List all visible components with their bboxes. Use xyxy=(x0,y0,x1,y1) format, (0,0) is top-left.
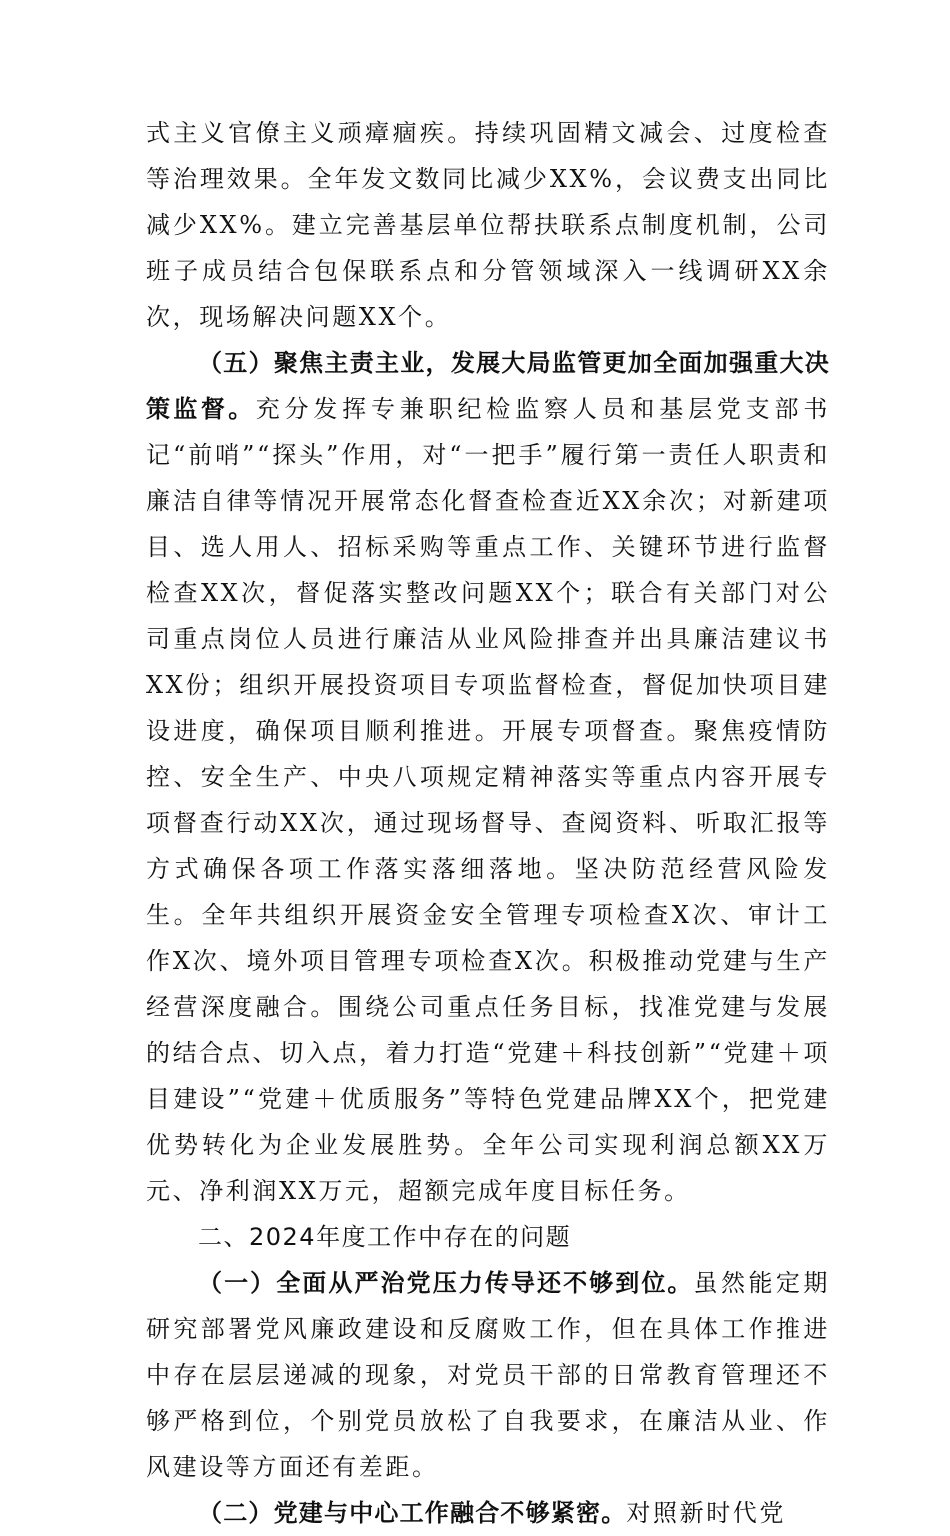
paragraph-continuation xyxy=(146,110,830,340)
problem-1-title: （一）全面从严治党压力传导还不够到位。 xyxy=(198,1269,694,1297)
paragraph-text: 式主义官僚主义顽瘴痼疾。持续巩固精文减会、过度检查等治理效果。全年发文数同比减少XX%，会议费支出同比减少XX%。建立完善基层单位帮扶联系点制度机制，公司班子成员结合包保联系点和分管领域深入一线调研XX余次，现场解决问题XX个。 xyxy=(146,119,830,331)
problem-2-body: 对照新时代党 xyxy=(626,1499,787,1527)
section-5-body: 充分发挥专兼职纪检监察人员和基层党支部书记“前哨”“探头”作用，对“一把手”履行第一责任人职责和廉洁自律等情况开展常态化督查检查近XX余次；对新建项目、选人用人、招标采购等重点工作、关键环节进行监督检查XX次，督促落实整改问题XX个；联合有关部门对公司重点岗位人员进行廉洁从业风险排查并出具廉洁建议书XX份；组织开展投资项目专项监督检查，督促加快项目建设进度，确保项目顺利推进。开展专项督查。聚焦疫情防控、安全生产、中央八项规定精神落实等重点内容开展专项督查行动XX次，通过现场督导、查阅资料、听取汇报等方式确保各项工作落实落细落地。坚决防范经营风险发生。全年共组织开展资金安全管理专项检查X次、审计工作X次、境外项目管理专项检查X次。积极推动党建与生产经营深度融合。围绕公司重点任务目标，找准党建与发展的结合点、切入点，着力打造“党建＋科技创新”“党建＋项目建设”“党建＋优质服务”等特色党建品牌XX个，把党建优势转化为企业发展胜势。全年公司实现利润总额XX万元、净利润XX万元，超额完成年度目标任务。 xyxy=(146,395,830,1205)
paragraph-problem-1 xyxy=(146,1260,830,1490)
heading-problems: 二、2024年度工作中存在的问题 xyxy=(198,1223,572,1251)
paragraph-section-5 xyxy=(146,340,830,1214)
section-5-title: （五）聚焦主责主业，发展大局监管更加全面加强重大决策监督。 xyxy=(146,349,830,423)
problem-2-title: （二）党建与中心工作融合不够紧密。 xyxy=(198,1499,627,1527)
problem-1-body: 虽然能定期研究部署党风廉政建设和反腐败工作，但在具体工作推进中存在层层递减的现象，对党员干部的日常教育管理还不够严格到位，个别党员放松了自我要求，在廉洁从业、作风建设等方面还有差距。 xyxy=(146,1269,830,1481)
paragraph-problem-2 xyxy=(146,1490,830,1536)
document-page xyxy=(146,110,830,1536)
